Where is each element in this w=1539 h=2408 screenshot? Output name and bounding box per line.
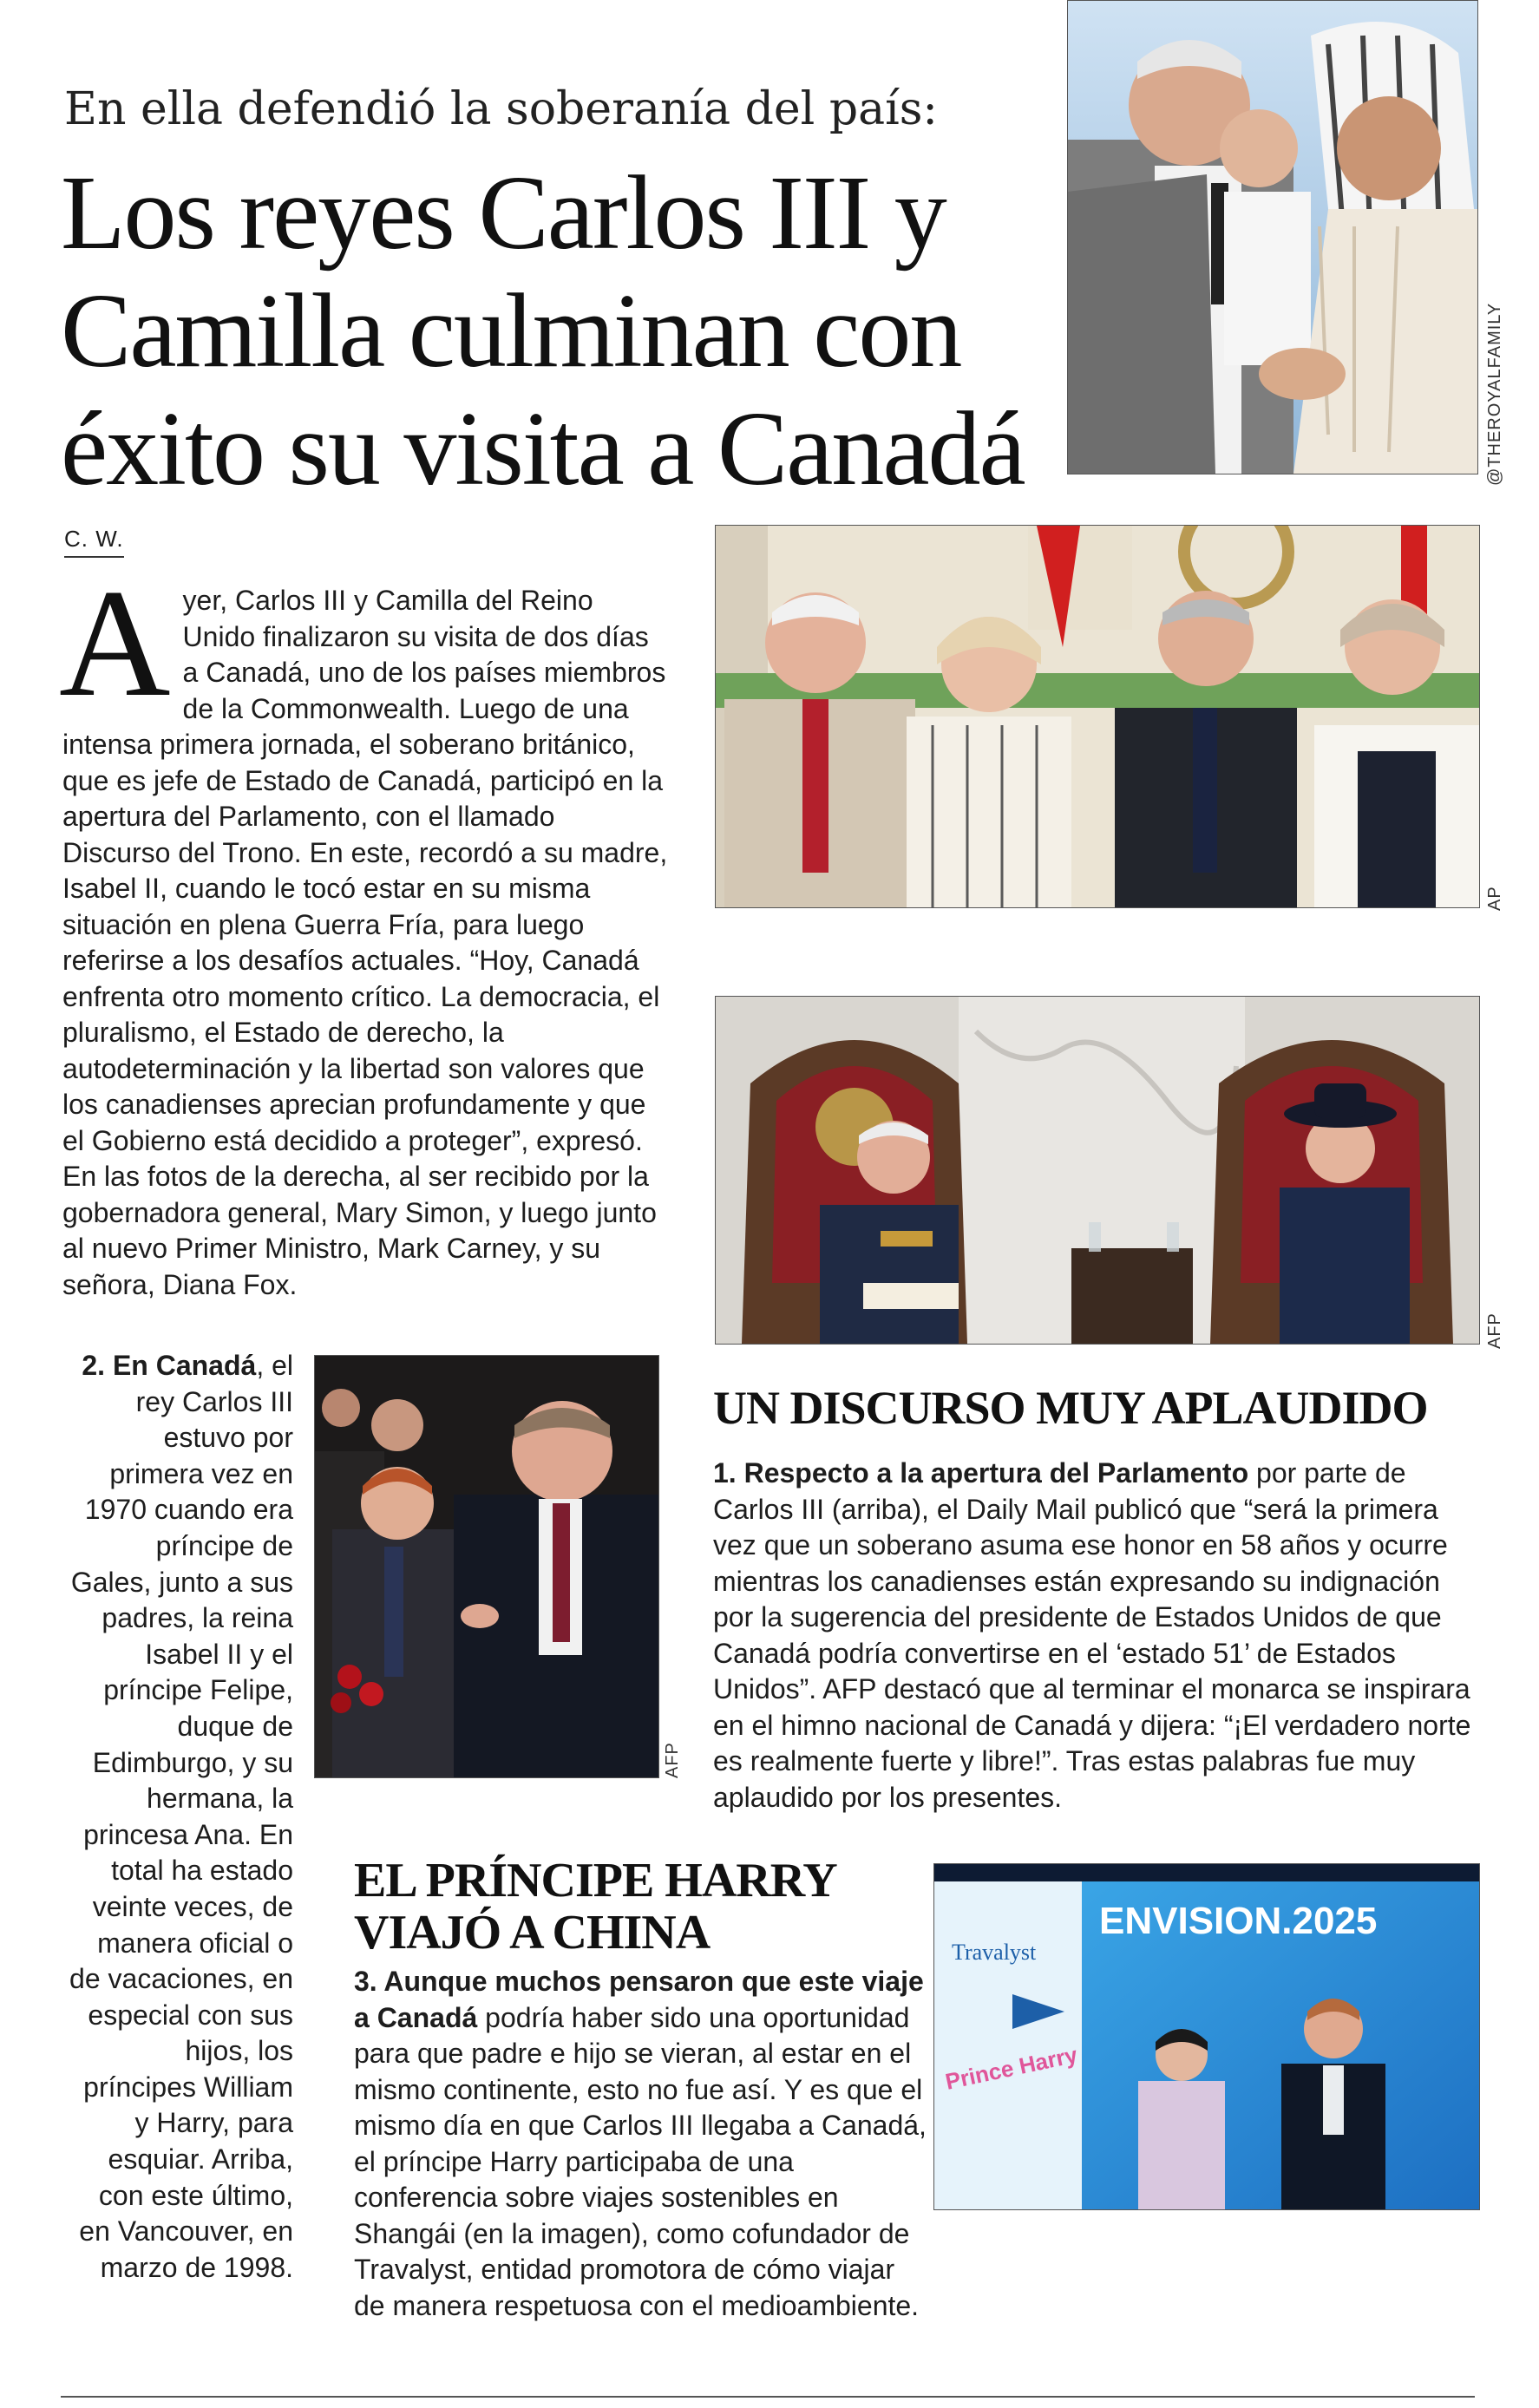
sidebar-lead: 2. En Canadá [82,1350,257,1381]
credit-thrones-photo: AFP [1485,1312,1504,1349]
section3-body [354,1964,927,2324]
photo-harry-young [314,1355,659,1778]
drop-cap: A [59,557,171,729]
photo-greeting [1067,0,1478,474]
photo-group [715,525,1480,908]
envision-screen-name: Prince Harry [943,2041,1080,2095]
credit-harry-young-photo: AFP [663,1742,682,1778]
photo-harry-young-image [315,1356,658,1777]
sidebar-text: , el rey Carlos III estuvo por primera vez en 1970 cuando era príncipe de Gales, junto a sus padres, la reina Isabel II y el príncipe Felipe, duque de Edimburgo, y su hermana, la princesa Ana. En total ha estado veinte veces, de manera oficial o de vacaciones, en especial con sus hijos, los príncipes William y Harry, para esquiar. Arriba, con este último, en Vancouver, en marzo de 1998. [69,1350,293,2283]
photo-envision-image [934,1864,1479,2209]
bottom-rule [61,2396,1475,2398]
section3-title-line1: EL PRÍNCIPE HARRY [354,1854,837,1907]
photo-greeting-image [1068,1,1477,474]
section1-lead: 1. Respecto a la apertura del Parlamento [713,1457,1249,1489]
section3-title [354,1855,837,1959]
photo-thrones-image [716,997,1479,1344]
photo-thrones [715,996,1480,1345]
headline: Los reyes Carlos III y Camilla culminan con éxito su visita a Canadá [61,154,1025,507]
credit-group-photo: AP [1485,886,1504,911]
photo-envision [933,1863,1480,2210]
lead-text: yer, Carlos III y Camilla del Reino Unido finalizaron su visita de dos días a Canadá, uno de los países miembros de la Commonwealth. Luego de una intensa primera jornada, el soberano británico, que es jefe de Estado de Canadá, participó en la apertura del Parlamento, con el llamado Discurso del Trono. En este, recordó a su madre, Isabel II, cuando le tocó estar en su misma situación en plena Guerra Fría, para luego referirse a los desafíos actuales. “Hoy, Canadá enfrenta otro momento crítico. La democracia, el pluralismo, el Estado de derecho, la autodeterminación y la libertad son valores que los canadienses aprecian profundamente y que el Gobierno está decidido a proteger”, expresó. En las fotos de la derecha, al ser recibido por la gobernadora general, Mary Simon, y luego junto al nuevo Primer Ministro, Mark Carney, y su señora, Diana Fox. [62,585,668,1300]
sidebar-canada [69,1348,293,2286]
lead-paragraph [59,557,670,1303]
photo-group-image [716,526,1479,907]
section1-title: UN DISCURSO MUY APLAUDIDO [713,1382,1428,1434]
credit-top-photo: @THEROYALFAMILY [1485,302,1504,486]
kicker: En ella defendió la soberanía del país: [64,83,938,135]
byline: C. W. [64,526,124,558]
section3-text-a: podría haber sido una oportunidad para que padre e hijo se vieran, al estar en el mismo continente, esto no fue así. Y es que el mismo día en que Carlos III llegaba a Canadá, el príncipe Harry participaba de una conferencia sobre viajes sostenibles en Shangái (en la imagen), como cofundador de Travalyst, entidad promotora de cómo viajar de manera respetuosa con el medioambiente. [354,2001,927,2321]
section1-text: por parte de Carlos III (arriba), el Daily Mail publicó que “será la primera vez que un soberano asuma ese honor en 58 años y ocurre mientras los canadienses están expresando su indignación por la sugerencia del presidente de Estados Unidos de que Canadá podría convertirse en el ‘estado 51’ de Estados Unidos”. AFP destacó que al terminar el monarca se inspirara en el himno nacional de Canadá y dijera: “¡El verdadero norte es realmente fuerte y libre!”. Tras estas palabras fue muy aplaudido por los presentes. [713,1457,1471,1813]
envision-banner: ENVISION.2025 [1099,1900,1378,1942]
envision-logo: Travalyst [952,1940,1037,1965]
section1-body [713,1456,1478,1816]
section3-title-line2: VIAJÓ A CHINA [354,1906,711,1960]
section3-lead: 3. Aunque muchos pensaron que este viaje a Canadá [354,1966,924,2033]
